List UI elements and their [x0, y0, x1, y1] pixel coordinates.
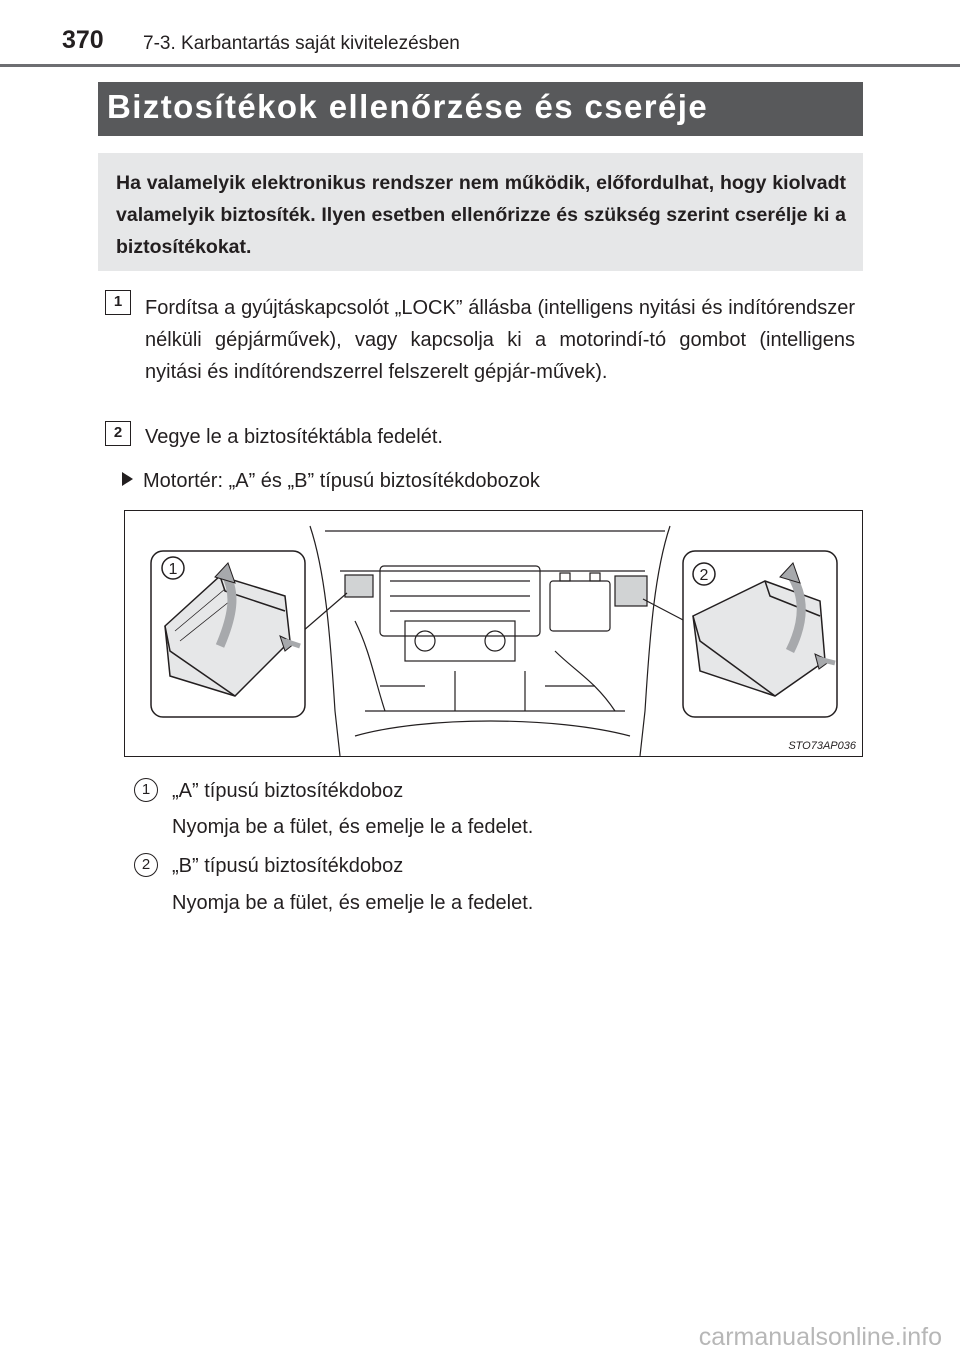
- sub-bullet-text: Motortér: „A” és „B” típusú biztosítékdobozok: [143, 470, 540, 492]
- engine-bay-illustration: [125, 511, 862, 756]
- page-number: 370: [62, 26, 104, 54]
- hood-frame: [310, 526, 340, 756]
- figure-code: STO73AP036: [788, 740, 856, 752]
- step-number-2: 2: [105, 421, 131, 446]
- step-number-1: 1: [105, 290, 131, 315]
- caption-desc-2: Nyomja be a fület, és emelje le a fedelet.: [172, 892, 534, 914]
- callout-1-label: 1: [168, 561, 178, 578]
- intro-box: [98, 153, 863, 271]
- step-text-1: Fordítsa a gyújtáskapcsolót „LOCK” állásba (intelligens nyitási és indítórendszer nélküli gépjárművek), vagy kapcsolja ki a motorindí-tó gombot (intelligens nyitási és indítórendszerrel felszerelt gépjár-művek).: [145, 297, 855, 383]
- fuse-box-b-small: [615, 576, 647, 606]
- caption-callout-2: 2: [134, 853, 158, 877]
- caption-title-2: „B” típusú biztosítékdoboz: [172, 855, 404, 877]
- engine-block: [380, 566, 540, 636]
- fuse-box-a-small: [345, 575, 373, 597]
- callout-2-label: 2: [699, 567, 709, 584]
- triangle-bullet-icon: [122, 472, 133, 486]
- section-heading: 7-3. Karbantartás saját kivitelezésben: [143, 33, 460, 54]
- intro-text: Ha valamelyik elektronikus rendszer nem működik, előfordulhat, hogy kiolvadt valamelyik biztosíték. Ilyen esetben ellenőrizze és szükség szerint cserélje ki a biztosítékokat.: [116, 172, 846, 258]
- caption-callout-1: 1: [134, 778, 158, 802]
- battery: [550, 581, 610, 631]
- page-title: Biztosítékok ellenőrzése és cseréje: [107, 88, 709, 125]
- step-text-2: Vegye le a biztosítéktábla fedelét.: [145, 426, 443, 448]
- header-divider: [0, 64, 960, 67]
- sub-bullet: [122, 470, 540, 493]
- watermark: carmanualsonline.info: [698, 1323, 942, 1351]
- title-bar: [98, 82, 863, 136]
- caption-title-1: „A” típusú biztosítékdoboz: [172, 780, 404, 802]
- engine-figure: [124, 510, 863, 757]
- caption-desc-1: Nyomja be a fület, és emelje le a fedelet.: [172, 816, 534, 838]
